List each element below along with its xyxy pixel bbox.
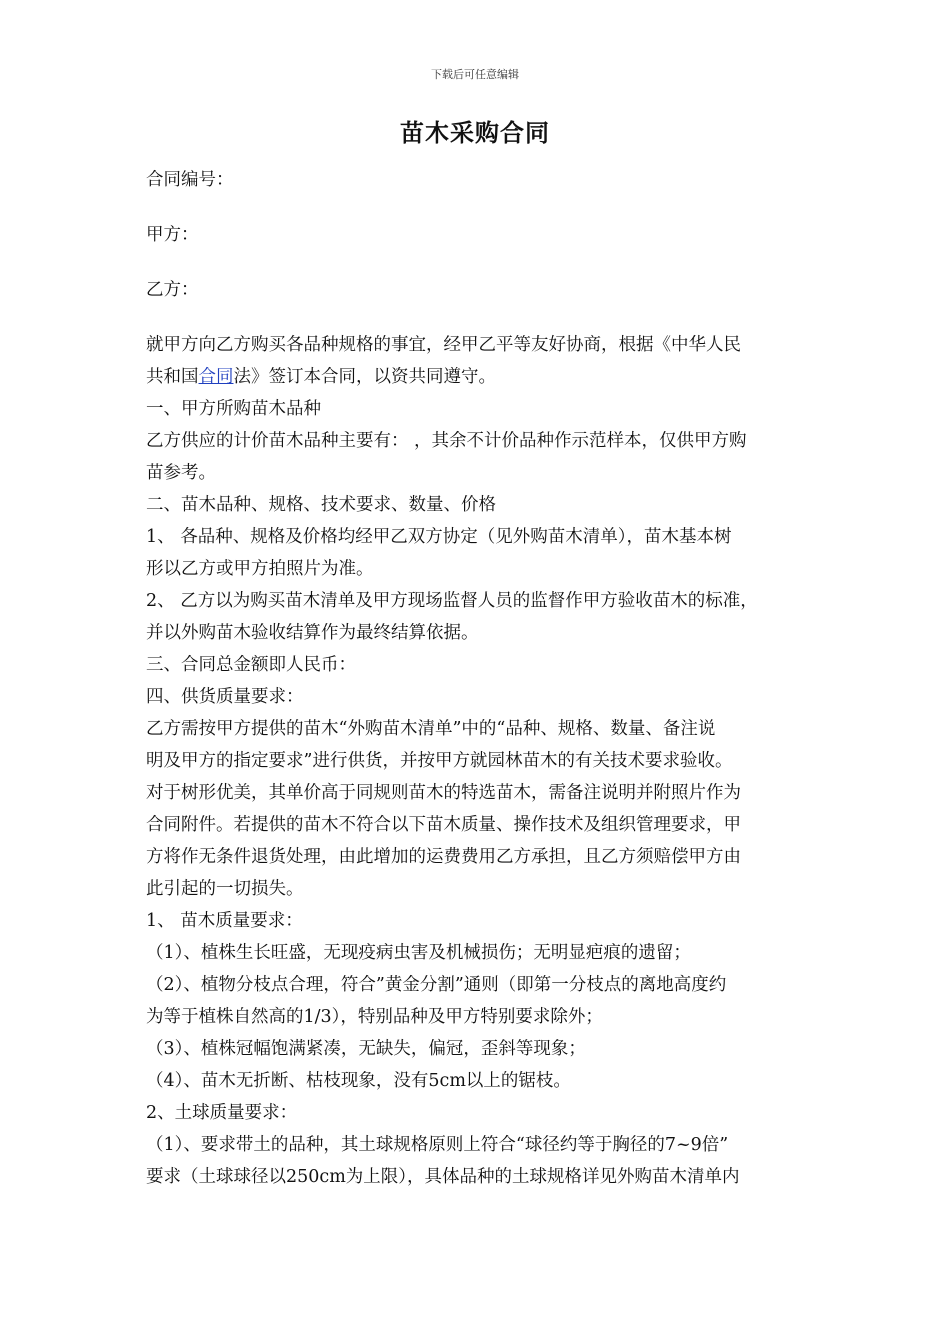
party-a-field (146, 219, 806, 251)
intro-line-2-after: 法》签订本合同，以资共同遵守。 (233, 367, 496, 387)
body-line: 1、 苗木质量要求： (146, 911, 303, 931)
body-line: 合同附件。若提供的苗木不符合以下苗木质量、操作技术及组织管理要求，甲 (146, 815, 741, 835)
body-line: 此引起的一切损失。 (146, 879, 304, 899)
body-line: 方将作无条件退货处理，由此增加的运费费用乙方承担，且乙方须赔偿甲方由 (146, 847, 741, 867)
intro-line-1: 就甲方向乙方购买各品种规格的事宜，经甲乙平等友好协商，根据《中华人民 (146, 335, 741, 355)
body-line: （1）、要求带土的品种，其土球规格原则上符合“球径约等于胸径的7~9倍” (146, 1135, 729, 1155)
body-line: 并以外购苗木验收结算作为最终结算依据。 (146, 623, 479, 643)
contract-number-field (146, 164, 806, 196)
body-line: 乙方需按甲方提供的苗木“外购苗木清单”中的“品种、规格、数量、备注说 (146, 719, 716, 739)
header-note: 下载后可任意编辑 (431, 68, 519, 81)
body-line: 1、 各品种、规格及价格均经甲乙双方协定（见外购苗木清单），苗木基本树 (146, 527, 732, 547)
body-line: （2）、植物分枝点合理，符合”黄金分割”通则（即第一分枝点的离地高度约 (146, 975, 727, 995)
contract-law-link[interactable]: 合同 (198, 367, 234, 387)
party-a-label: 甲方： (146, 225, 199, 245)
body-line: 为等于植株自然高的1/3），特别品种及甲方特别要求除外； (146, 1007, 603, 1027)
body-line: 苗参考。 (146, 463, 216, 483)
body-line: （1）、植株生长旺盛，无现疫病虫害及机械损伤；无明显疤痕的遗留； (146, 943, 691, 963)
document-title: 苗木采购合同 (400, 118, 550, 147)
body-line: 明及甲方的指定要求”进行供货，并按甲方就园林苗木的有关技术要求验收。 (146, 751, 733, 771)
party-b-field (146, 274, 806, 306)
body-line: 一、甲方所购苗木品种 (146, 399, 321, 419)
contract-body (146, 329, 806, 1193)
body-line: 乙方供应的计价苗木品种主要有： ，其余不计价品种作示范样本，仅供甲方购 (146, 431, 747, 451)
contract-number-label: 合同编号： (146, 170, 234, 190)
body-line: 形以乙方或甲方拍照片为准。 (146, 559, 374, 579)
intro-line-2-before: 共和国 (146, 367, 199, 387)
body-line: 二、苗木品种、规格、技术要求、数量、价格 (146, 495, 496, 515)
body-line: 要求（土球球径以250cm为上限），具体品种的土球规格详见外购苗木清单内 (146, 1167, 740, 1187)
body-line: 四、供货质量要求： (146, 687, 304, 707)
body-line: 2、土球质量要求： (146, 1103, 298, 1123)
body-line: （3）、植株冠幅饱满紧凑，无缺失，偏冠，歪斜等现象； (146, 1039, 586, 1059)
body-line: 三、合同总金额即人民币： (146, 655, 356, 675)
party-b-label: 乙方： (146, 280, 199, 300)
intro-line-2 (146, 361, 806, 393)
body-line: 对于树形优美，其单价高于同规则苗木的特选苗木，需备注说明并附照片作为 (146, 783, 741, 803)
body-line: 2、 乙方以为购买苗木清单及甲方现场监督人员的监督作甲方验收苗木的标准， (146, 591, 758, 611)
body-line: （4）、苗木无折断、枯枝现象，没有5cm以上的锯枝。 (146, 1071, 571, 1091)
